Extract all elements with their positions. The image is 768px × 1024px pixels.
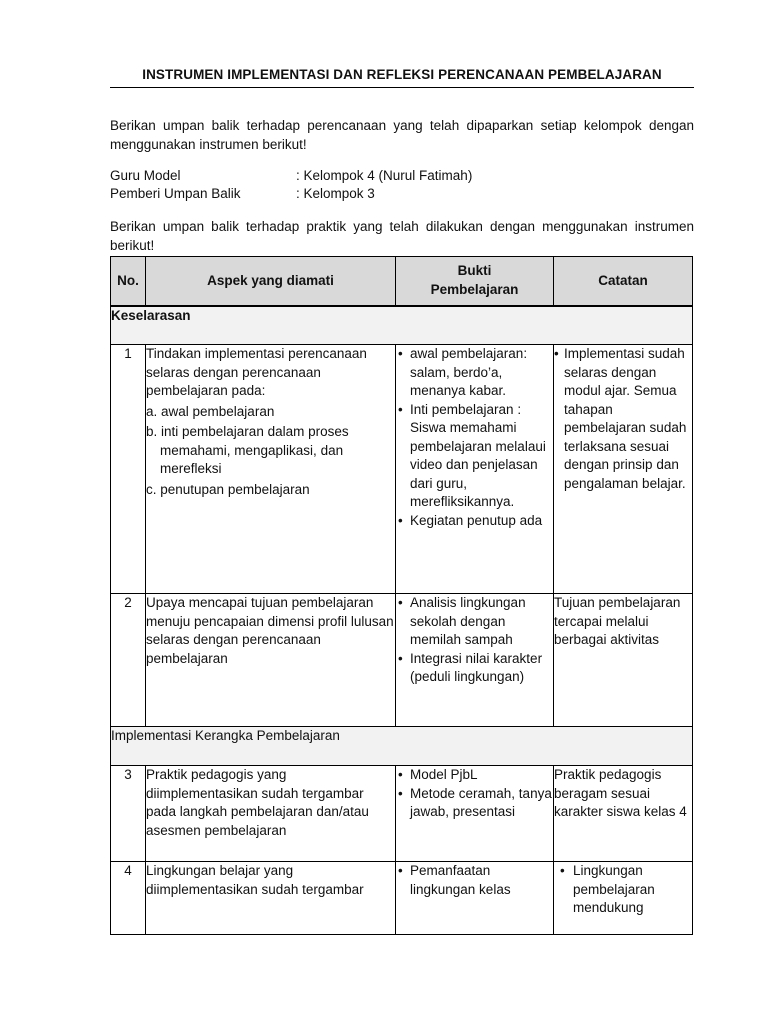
instruction-paragraph: Berikan umpan balik terhadap praktik yang telah dilakukan dengan menggunakan instrumen berikut! xyxy=(110,219,694,253)
table-row xyxy=(111,766,693,862)
bukti-cell xyxy=(396,594,554,727)
section-title-text: Implementasi Kerangka Pembelajaran xyxy=(111,728,340,743)
aspek-cell xyxy=(146,766,396,862)
intro-paragraph: Berikan umpan balik terhadap perencanaan yang telah dipaparkan setiap kelompok dengan menggunakan instrumen berikut! xyxy=(110,118,694,152)
aspek-text: Upaya mencapai tujuan pembelajaran menuju pencapaian dimensi profil lulusan selaras dengan perencanaan pembelajaran xyxy=(146,595,394,666)
aspek-text: Praktik pedagogis yang diimplementasikan sudah tergambar pada langkah pembelajaran dan/atau asesmen pembelajaran xyxy=(146,767,369,838)
instrument-table xyxy=(110,256,693,935)
aspek-sub-item: b. inti pembelajaran dalam proses memahami, mengaplikasi, dan merefleksi xyxy=(146,424,349,476)
aspek-cell xyxy=(146,862,396,935)
aspek-cell xyxy=(146,594,396,727)
header-bukti-line1: Bukti xyxy=(457,263,492,279)
bukti-cell xyxy=(396,862,554,935)
catatan-cell xyxy=(554,862,693,935)
catatan-text: Tujuan pembelajaran tercapai melalui berbagai aktivitas xyxy=(554,595,681,647)
bukti-cell xyxy=(396,345,554,594)
bukti-item: • Kegiatan penutup ada xyxy=(396,512,553,531)
aspek-sub-item: c. penutupan pembelajaran xyxy=(146,481,310,497)
row-number: 2 xyxy=(111,594,146,727)
bukti-item: • Metode ceramah, tanya jawab, presentasi xyxy=(396,785,553,822)
section-row-keselarasan xyxy=(111,306,693,345)
header-catatan: Catatan xyxy=(554,257,693,306)
row-number: 3 xyxy=(111,766,146,862)
bukti-cell xyxy=(396,766,554,862)
section-row-implementasi xyxy=(111,727,693,766)
bukti-item: • Analisis lingkungan sekolah dengan memilah sampah xyxy=(396,594,553,650)
header-bukti-line2: Pembelajaran xyxy=(430,281,519,297)
aspek-text: Lingkungan belajar yang diimplementasikan sudah tergambar xyxy=(146,863,364,897)
catatan-item: • Implementasi sudah selaras dengan modul ajar. Semua tahapan pembelajaran sudah terlaksana sesuai dengan prinsip dan pengalaman belajar. xyxy=(554,345,692,493)
section-title xyxy=(111,727,693,766)
pemberi-umpan-balik-value: : Kelompok 3 xyxy=(296,186,375,201)
table-row xyxy=(111,594,693,727)
guru-model-label: Guru Model xyxy=(110,168,181,183)
aspek-cell xyxy=(146,345,396,594)
bukti-item: • Inti pembelajaran : Siswa memahami pembelajaran melalaui video dan penjelasan dari guru, merefliksikannya. xyxy=(396,401,553,512)
header-aspek: Aspek yang diamati xyxy=(146,257,396,306)
catatan-cell xyxy=(554,766,693,862)
catatan-cell xyxy=(554,594,693,727)
table-header-row xyxy=(111,257,693,306)
bukti-item: • Model PjbL xyxy=(396,766,553,785)
bukti-item: • Integrasi nilai karakter (peduli lingkungan) xyxy=(396,650,553,687)
pemberi-umpan-balik-label: Pemberi Umpan Balik xyxy=(110,186,241,201)
section-title-text: Keselarasan xyxy=(111,307,191,323)
row-number: 4 xyxy=(111,862,146,935)
title-underline xyxy=(110,87,694,88)
guru-model-value: : Kelompok 4 (Nurul Fatimah) xyxy=(296,168,473,183)
bukti-item: • Pemanfaatan lingkungan kelas xyxy=(396,862,553,899)
catatan-text: Praktik pedagogis beragam sesuai karakter siswa kelas 4 xyxy=(554,767,687,819)
aspek-sub-item: a. awal pembelajaran xyxy=(146,403,275,419)
catatan-cell xyxy=(554,345,693,594)
document-title: INSTRUMEN IMPLEMENTASI DAN REFLEKSI PERENCANAAN PEMBELAJARAN xyxy=(142,67,662,82)
section-title xyxy=(111,306,693,345)
row-number: 1 xyxy=(111,345,146,594)
header-no: No. xyxy=(111,257,146,306)
header-bukti xyxy=(396,257,554,306)
bukti-item: • awal pembelajaran: salam, berdo’a, menanya kabar. xyxy=(396,345,553,401)
catatan-item: • Lingkungan pembelajaran mendukung xyxy=(554,862,692,918)
aspek-text: Tindakan implementasi perencanaan selaras dengan perencanaan pembelajaran pada: xyxy=(146,346,367,398)
table-row xyxy=(111,862,693,935)
table-row xyxy=(111,345,693,594)
